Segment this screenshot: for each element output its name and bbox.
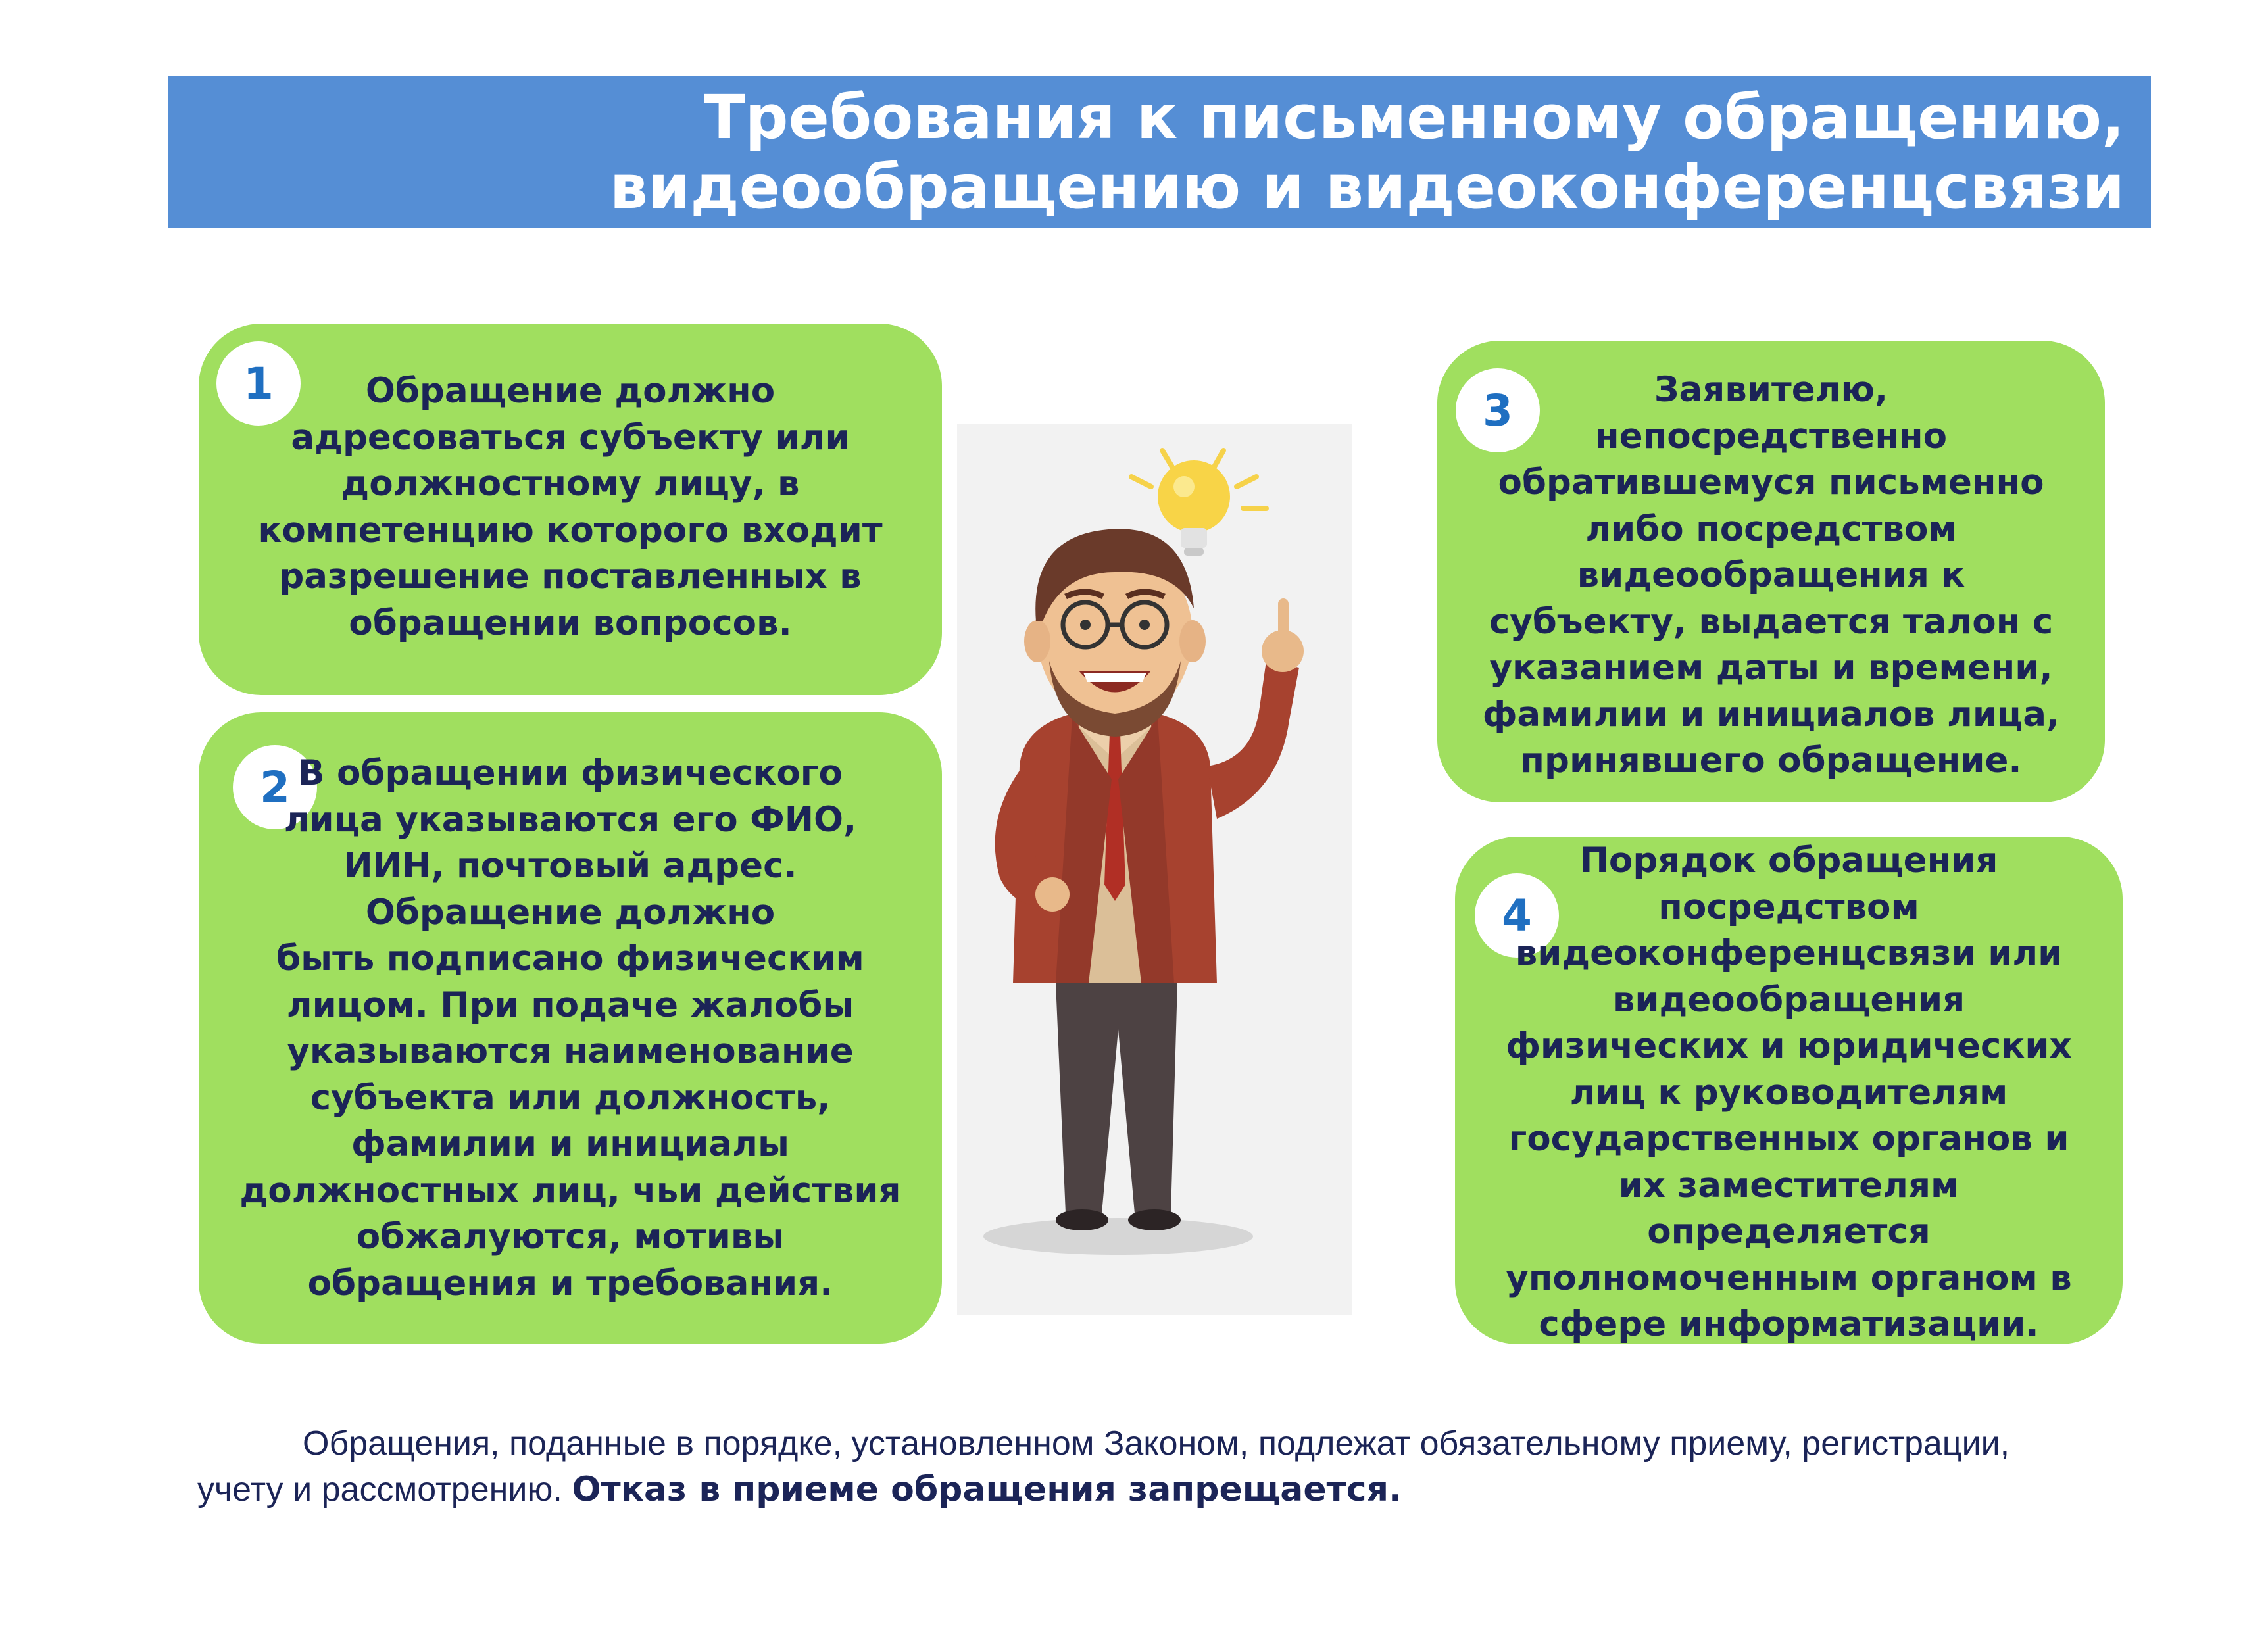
requirement-text-4: Порядок обращения посредством видеоконференцсвязи или видеообращения физических и юридических лиц к руководителям государственных органов и их заместителям определяется уполномоченным органом в сфере информатизации. (1506, 840, 2072, 1344)
requirement-card-3 (1437, 341, 2105, 802)
requirement-text-1: Обращение должно адресоваться субъекту или должностному лицу, в компетенцию которого входит разрешение поставленных в обращении вопросов. (258, 371, 883, 643)
footer-note (197, 1421, 2013, 1513)
requirement-card-1 (199, 324, 942, 695)
footer-text-bold: Отказ в приеме обращения запрещается. (572, 1470, 1402, 1509)
requirement-card-4 (1455, 837, 2123, 1344)
businessman-illustration (957, 424, 1352, 1315)
title-banner (168, 76, 2151, 228)
requirement-text-3: Заявителю, непосредственно обратившемуся письменно либо посредством видеообращения к субъекту, выдается талон с указанием даты и времени, фамилии и инициалов лица, принявшего обращение. (1482, 370, 2060, 781)
title-line-1: Требования к письменному обращению, (703, 82, 2125, 153)
number-badge-4: 4 (1475, 873, 1559, 958)
number-badge-2: 2 (233, 745, 317, 829)
businessman-with-lightbulb-icon (957, 424, 1352, 1315)
title-line-2: видеообращению и видеоконференцсвязи (609, 152, 2125, 222)
number-badge-3: 3 (1456, 368, 1540, 452)
number-badge-1: 1 (216, 341, 301, 426)
requirement-text-2: В обращении физического лица указываются его ФИО, ИИН, почтовый адрес. Обращение должно быть подписано физическим лицом. При подаче жалобы указываются наименование субъекта или должность, фамилии и инициалы должностных лиц, чьи действия обжалуются, мотивы обращения и требования. (239, 753, 901, 1303)
requirement-card-2 (199, 712, 942, 1344)
footer-text-regular: Обращения, поданные в порядке, установленном Законом, подлежат обязательному приему, регистрации, учету и рассмотрению. (197, 1424, 2010, 1509)
